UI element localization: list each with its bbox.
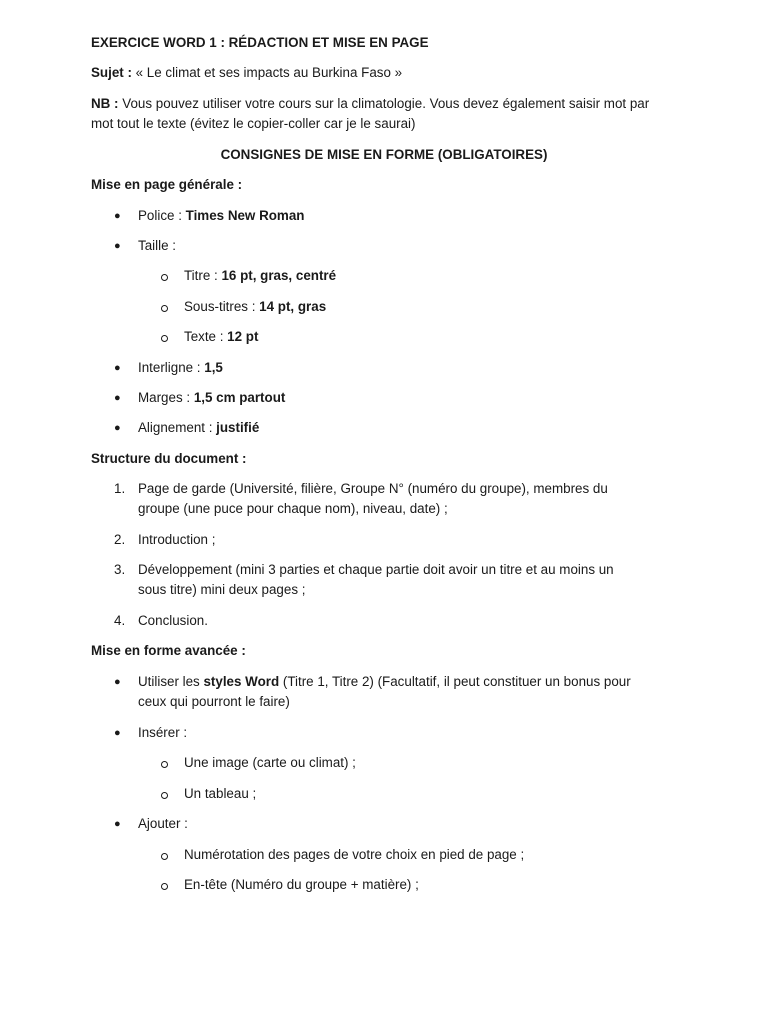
interligne-value: 1,5	[204, 360, 223, 375]
list-item-police	[138, 206, 304, 226]
alignement-label: Alignement :	[138, 420, 217, 435]
police-label: Police :	[138, 208, 186, 223]
mise-en-page-heading: Mise en page générale :	[91, 177, 243, 192]
circle-bullet-icon	[161, 335, 168, 342]
subject-line	[91, 63, 402, 83]
sous-titres-value: 14 pt, gras	[259, 299, 327, 314]
structure-item-4: Conclusion.	[138, 613, 208, 628]
texte-label: Texte :	[184, 329, 228, 344]
nb-line-2: mot tout le texte (évitez le copier-coller car je le saurai)	[91, 116, 416, 131]
list-item-styles-line-1	[138, 672, 631, 692]
sub-item-titre	[184, 266, 336, 286]
nb-text: Vous pouvez utiliser votre cours sur la climatologie. Vous devez également saisir mot par	[118, 96, 650, 111]
list-item-ajouter: Ajouter :	[138, 816, 188, 831]
bullet-icon: ●	[114, 727, 121, 739]
sub-item-tableau: Un tableau ;	[184, 786, 257, 801]
marges-label: Marges :	[138, 390, 194, 405]
list-number: 1.	[114, 481, 126, 496]
list-number: 4.	[114, 613, 126, 628]
list-item-interligne	[138, 358, 223, 378]
nb-label: NB :	[91, 96, 119, 111]
sous-titres-label: Sous-titres :	[184, 299, 260, 314]
structure-heading: Structure du document :	[91, 451, 247, 466]
sub-item-en-tete: En-tête (Numéro du groupe + matière) ;	[184, 877, 419, 892]
marges-value: 1,5 cm partout	[193, 390, 286, 405]
styles-pre: Utiliser les	[138, 674, 204, 689]
sub-item-sous-titres	[184, 297, 326, 317]
circle-bullet-icon	[161, 274, 168, 281]
nb-line-1	[91, 94, 649, 114]
circle-bullet-icon	[161, 792, 168, 799]
alignement-value: justifié	[216, 420, 260, 435]
bullet-icon: ●	[114, 362, 121, 374]
structure-item-3-line-1: Développement (mini 3 parties et chaque partie doit avoir un titre et au moins un	[138, 562, 614, 577]
list-item-marges	[138, 388, 285, 408]
structure-item-2: Introduction ;	[138, 532, 216, 547]
circle-bullet-icon	[161, 305, 168, 312]
subject-label: Sujet :	[91, 65, 132, 80]
bullet-icon: ●	[114, 676, 121, 688]
sub-item-numerotation: Numérotation des pages de votre choix en pied de page ;	[184, 847, 525, 862]
structure-item-1-line-1: Page de garde (Université, filière, Groupe N° (numéro du groupe), membres du	[138, 481, 608, 496]
circle-bullet-icon	[161, 853, 168, 860]
interligne-label: Interligne :	[138, 360, 205, 375]
list-item-inserer: Insérer :	[138, 725, 188, 740]
sub-item-texte	[184, 327, 258, 347]
consignes-heading: CONSIGNES DE MISE EN FORME (OBLIGATOIRES)	[220, 147, 548, 162]
list-number: 2.	[114, 532, 126, 547]
bullet-icon: ●	[114, 240, 121, 252]
titre-label: Titre :	[184, 268, 222, 283]
list-item-alignement	[138, 418, 259, 438]
styles-post: (Titre 1, Titre 2) (Facultatif, il peut constituer un bonus pour	[279, 674, 631, 689]
bullet-icon: ●	[114, 392, 121, 404]
bullet-icon: ●	[114, 422, 121, 434]
styles-bold: styles Word	[203, 674, 280, 689]
police-value: Times New Roman	[185, 208, 305, 223]
structure-item-1-line-2: groupe (une puce pour chaque nom), niveau, date) ;	[138, 501, 448, 516]
avancee-heading: Mise en forme avancée :	[91, 643, 246, 658]
list-item-taille: Taille :	[138, 238, 176, 253]
list-number: 3.	[114, 562, 126, 577]
titre-value: 16 pt, gras, centré	[221, 268, 337, 283]
bullet-icon: ●	[114, 818, 121, 830]
document-title: EXERCICE WORD 1 : RÉDACTION ET MISE EN PAGE	[91, 35, 429, 50]
texte-value: 12 pt	[227, 329, 259, 344]
list-item-styles-line-2: ceux qui pourront le faire)	[138, 694, 290, 709]
circle-bullet-icon	[161, 761, 168, 768]
subject-text: « Le climat et ses impacts au Burkina Faso »	[131, 65, 403, 80]
bullet-icon: ●	[114, 210, 121, 222]
structure-item-3-line-2: sous titre) mini deux pages ;	[138, 582, 306, 597]
circle-bullet-icon	[161, 883, 168, 890]
sub-item-image: Une image (carte ou climat) ;	[184, 755, 356, 770]
